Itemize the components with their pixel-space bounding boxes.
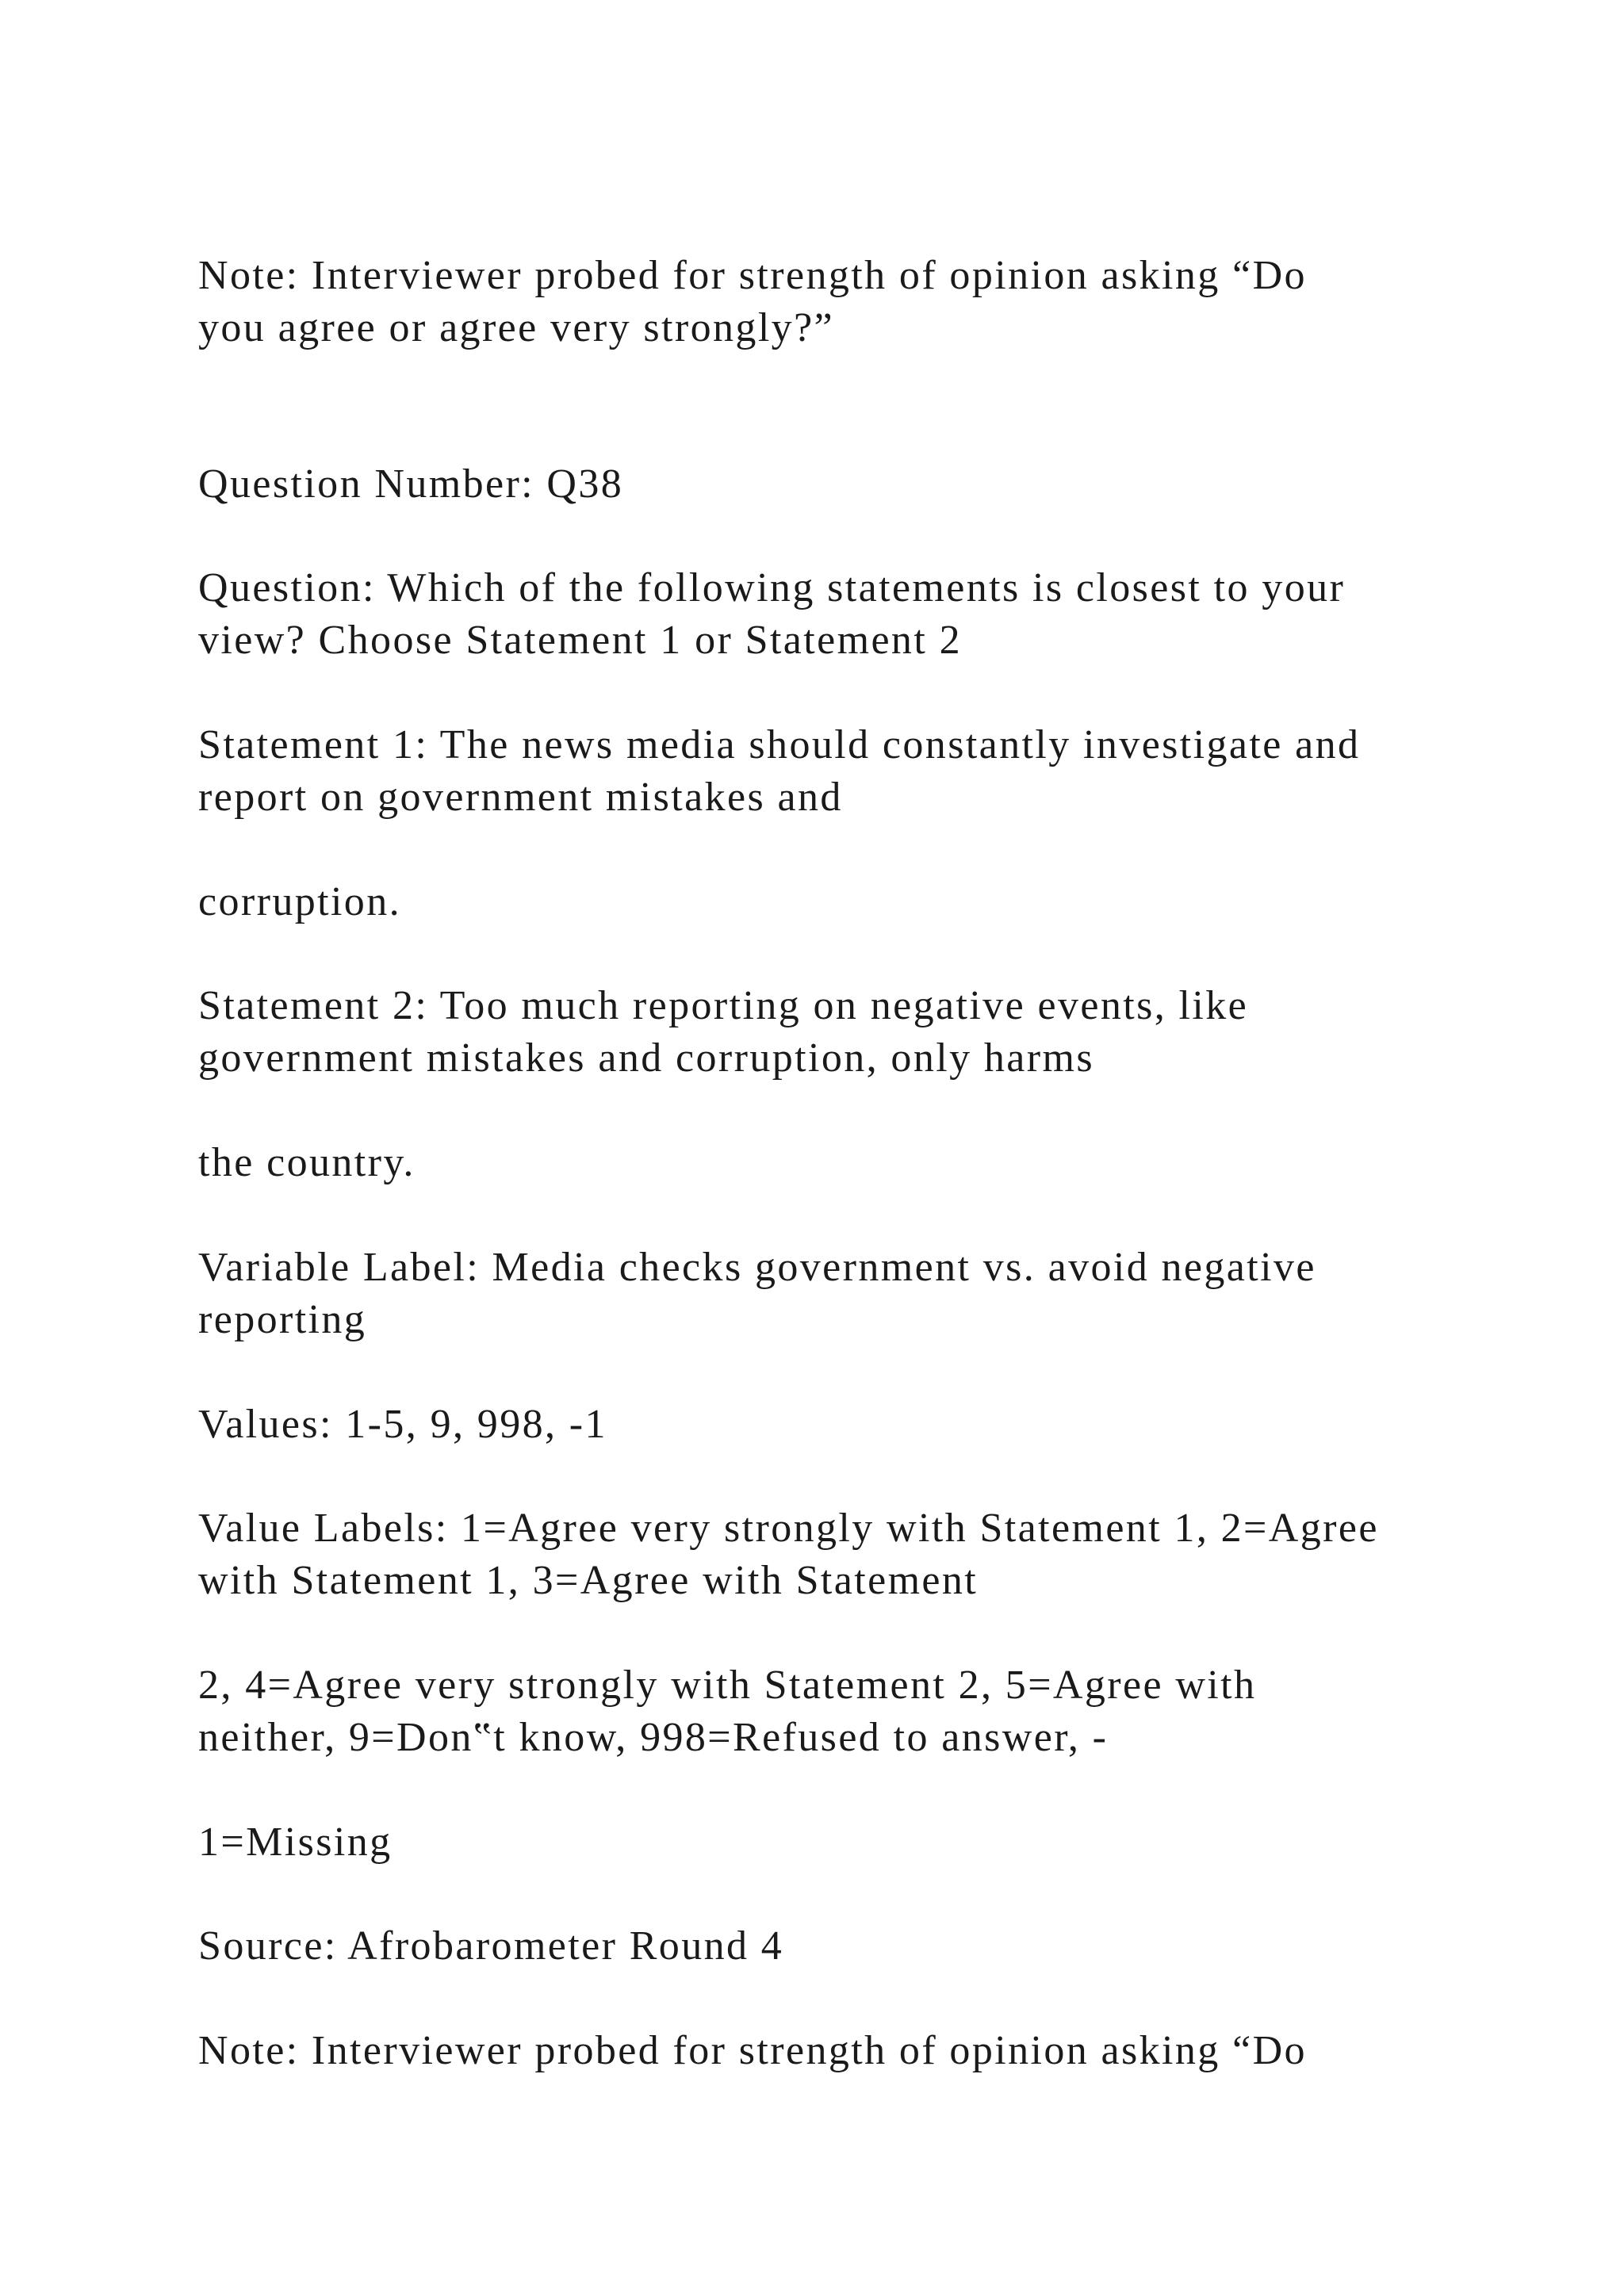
value-labels-line-5: 1=Missing	[198, 1820, 393, 1865]
value-labels-line-4: neither, 9=Don‟t know, 998=Refused to answer, -	[198, 1715, 1109, 1760]
value-labels-line-2: with Statement 1, 3=Agree with Statement	[198, 1558, 979, 1603]
value-labels-line-3: 2, 4=Agree very strongly with Statement 2, 5=Agree with	[198, 1663, 1257, 1708]
question-line-1: Question: Which of the following statements is closest to your	[198, 565, 1346, 610]
variable-label-line-2: reporting	[198, 1297, 367, 1342]
statement-1-line-1: Statement 1: The news media should constantly investigate and	[198, 722, 1361, 767]
source: Source: Afrobarometer Round 4	[198, 1923, 784, 1969]
values: Values: 1-5, 9, 998, -1	[198, 1402, 607, 1447]
top-note-line-2: you agree or agree very strongly?”	[198, 305, 835, 350]
statement-2-line-2: government mistakes and corruption, only harms	[198, 1035, 1094, 1081]
question-line-2: view? Choose Statement 1 or Statement 2	[198, 618, 962, 663]
value-labels-line-1: Value Labels: 1=Agree very strongly with Statement 1, 2=Agree	[198, 1506, 1379, 1551]
statement-2-line-1: Statement 2: Too much reporting on negative events, like	[198, 983, 1249, 1028]
question-number: Question Number: Q38	[198, 461, 624, 507]
bottom-note-line-1: Note: Interviewer probed for strength of opinion asking “Do	[198, 2028, 1307, 2073]
top-note-line-1: Note: Interviewer probed for strength of opinion asking “Do	[198, 253, 1307, 298]
variable-label-line-1: Variable Label: Media checks government vs. avoid negative	[198, 1245, 1316, 1290]
statement-1-line-3: corruption.	[198, 879, 402, 924]
statement-1-line-2: report on government mistakes and	[198, 775, 843, 820]
statement-2-line-3: the country.	[198, 1140, 416, 1185]
